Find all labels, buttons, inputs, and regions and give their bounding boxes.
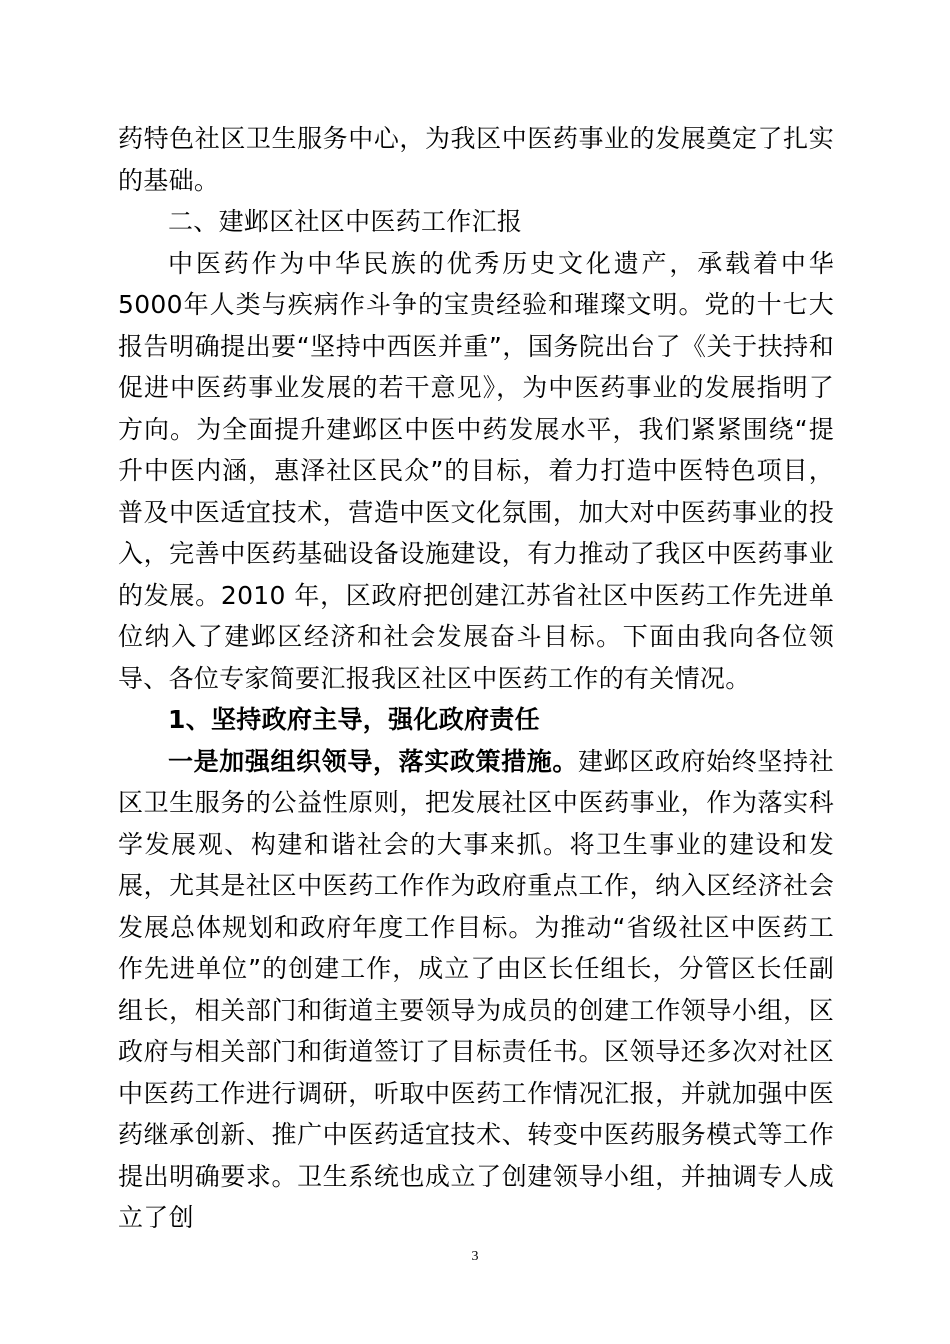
subsection-heading: 1、坚持政府主导，强化政府责任 bbox=[168, 705, 540, 734]
paragraph-lead-phrase: 一是加强组织领导，落实政策措施。 bbox=[168, 746, 579, 776]
paragraph-organization bbox=[118, 741, 834, 1239]
section-heading: 二、建邺区社区中医药工作汇报 bbox=[168, 207, 523, 236]
paragraph-intro: 中医药作为中华民族的优秀历史文化遗产，承载着中华5000年人类与疾病作斗争的宝贵经验和璀璨文明。党的十七大报告明确提出要“坚持中西医并重”，国务院出台了《关于扶持和促进中医药事业发展的若干意见》，为中医药事业的发展指明了方向。为全面提升建邺区中医中药发展水平，我们紧紧围绕“提升中医内涵，惠泽社区民众”的目标，着力打造中医特色项目，普及中医适宜技术，营造中医文化氛围，加大对中医药事业的投入，完善中医药基础设备设施建设，有力推动了我区中医药事业的发展。2010 年，区政府把创建江苏省社区中医药工作先进单位纳入了建邺区经济和社会发展奋斗目标。下面由我向各位领导、各位专家简要汇报我区社区中医药工作的有关情况。 bbox=[118, 248, 834, 693]
page-number: 3 bbox=[471, 1249, 479, 1264]
document-body bbox=[118, 118, 834, 1239]
paragraph-body: 建邺区政府始终坚持社区卫生服务的公益性原则，把发展社区中医药事业，作为落实科学发展观、构建和谐社会的大事来抓。将卫生事业的建设和发展，尤其是社区中医药工作作为政府重点工作，纳入区经济社会发展总体规划和政府年度工作目标。为推动“省级社区中医药工作先进单位”的创建工作，成立了由区长任组长，分管区长任副组长，相关部门和街道主要领导为成员的创建工作领导小组，区政府与相关部门和街道签订了目标责任书。区领导还多次对社区中医药工作进行调研，听取中医药工作情况汇报，并就加强中医药继承创新、推广中医药适宜技术、转变中医药服务模式等工作提出明确要求。卫生系统也成立了创建领导小组，并抽调专人成立了创 bbox=[118, 746, 834, 1232]
paragraph-continuation: 药特色社区卫生服务中心，为我区中医药事业的发展奠定了扎实的基础。 bbox=[118, 124, 834, 195]
